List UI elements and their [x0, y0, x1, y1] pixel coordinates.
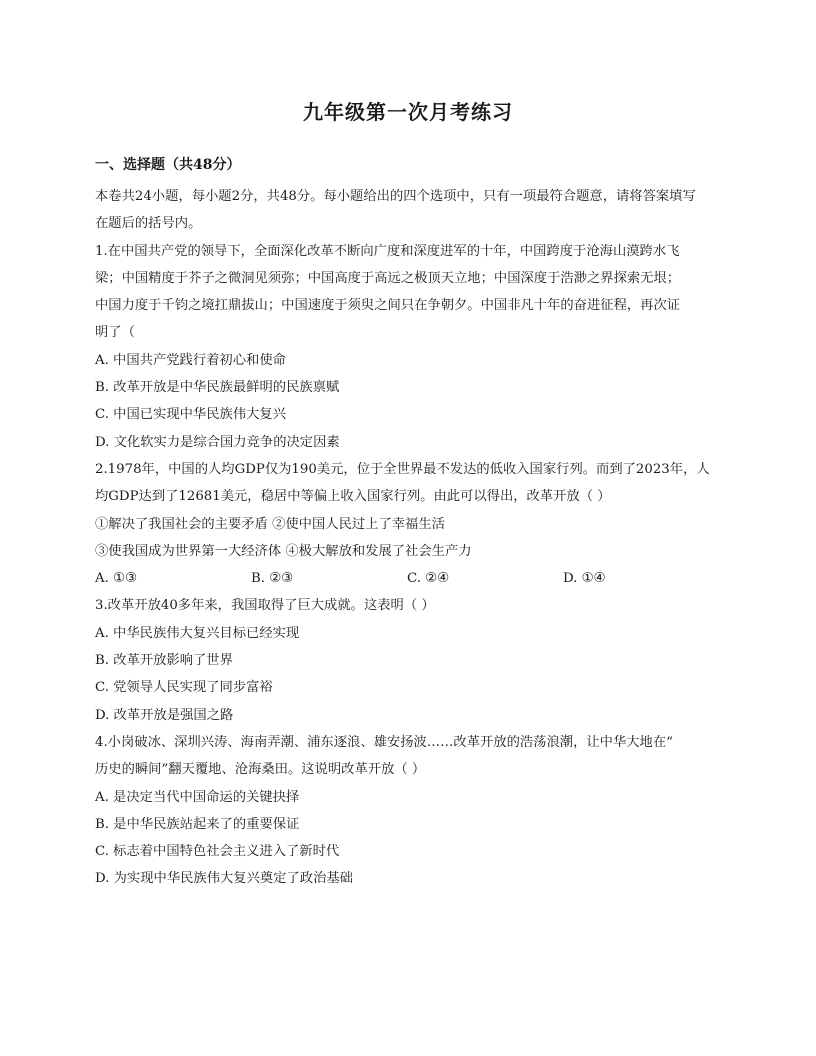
- option-a: A. ①③: [95, 571, 137, 587]
- question-stem-line: 1.在中国共产党的领导下，全面深化改革不断向广度和深度进军的十年，中国跨度于沧海山漠跨水飞: [95, 243, 680, 259]
- option-d: D. 文化软实力是综合国力竞争的决定因素: [95, 434, 340, 450]
- option-d: D. ①④: [563, 571, 606, 587]
- option-c: C. ②④: [407, 571, 449, 587]
- question-stem-line: 历史的瞬间”翻天覆地、沧海桑田。这说明改革开放（ ）: [95, 762, 426, 778]
- instruction-line: 本卷共24小题，每小题2分，共48分。每小题给出的四个选项中，只有一项最符合题意，请将答案填写: [95, 189, 696, 204]
- question-3: [95, 592, 725, 728]
- section-heading: 一、选择题（共48分）: [95, 157, 241, 173]
- option-b: B. 改革开放影响了世界: [95, 653, 233, 669]
- option-a: A. 中华民族伟大复兴目标已经实现: [95, 625, 300, 641]
- exam-content: [95, 183, 725, 893]
- question-stem-line: 明了（: [95, 325, 135, 341]
- option-c: C. 党领导人民实现了同步富裕: [95, 680, 273, 696]
- question-stem-line: 均GDP达到了12681美元，稳居中等偏上收入国家行列。由此可以得出，改革开放（ ）: [95, 489, 611, 505]
- question-stem-line: 2.1978年，中国的人均GDP仅为190美元，位于全世界最不发达的低收入国家行列。而到了2023年，人: [95, 461, 710, 477]
- statement-line: ①解决了我国社会的主要矛盾 ②使中国人民过上了幸福生活: [95, 516, 445, 532]
- question-1: [95, 238, 725, 456]
- option-b: B. 改革开放是中华民族最鲜明的民族禀赋: [95, 380, 340, 396]
- option-d: D. 改革开放是强国之路: [95, 707, 234, 723]
- option-d: D. 为实现中华民族伟大复兴奠定了政治基础: [95, 871, 353, 887]
- option-b: B. ②③: [251, 571, 294, 587]
- statement-line: ③使我国成为世界第一大经济体 ④极大解放和发展了社会生产力: [95, 543, 472, 559]
- question-4: [95, 729, 725, 893]
- option-c: C. 中国已实现中华民族伟大复兴: [95, 407, 287, 423]
- instruction-line: 在题后的括号内。: [95, 216, 202, 232]
- option-a: A. 中国共产党践行着初心和使命: [95, 352, 286, 368]
- options-row: [95, 565, 725, 592]
- question-stem-line: 梁；中国精度于芥子之微洞见须弥；中国高度于高远之极顶天立地；中国深度于浩渺之界探索无垠；: [95, 270, 681, 286]
- page-title: 九年级第一次月考练习: [303, 100, 513, 124]
- question-stem-line: 中国力度于千钧之境扛鼎拔山；中国速度于须臾之间只在争朝夕。中国非凡十年的奋进征程，再次证: [95, 298, 681, 314]
- option-b: B. 是中华民族站起来了的重要保证: [95, 816, 300, 832]
- question-2: [95, 456, 725, 592]
- question-stem-line: 4.小岗破冰、深圳兴涛、海南弄潮、浦东逐浪、雄安扬波……改革开放的浩荡浪潮，让中华大地在“: [95, 734, 673, 750]
- option-a: A. 是决定当代中国命运的关键抉择: [95, 789, 300, 805]
- question-stem-line: 3.改革开放40多年来，我国取得了巨大成就。这表明（ ）: [95, 598, 435, 614]
- option-c: C. 标志着中国特色社会主义进入了新时代: [95, 844, 340, 860]
